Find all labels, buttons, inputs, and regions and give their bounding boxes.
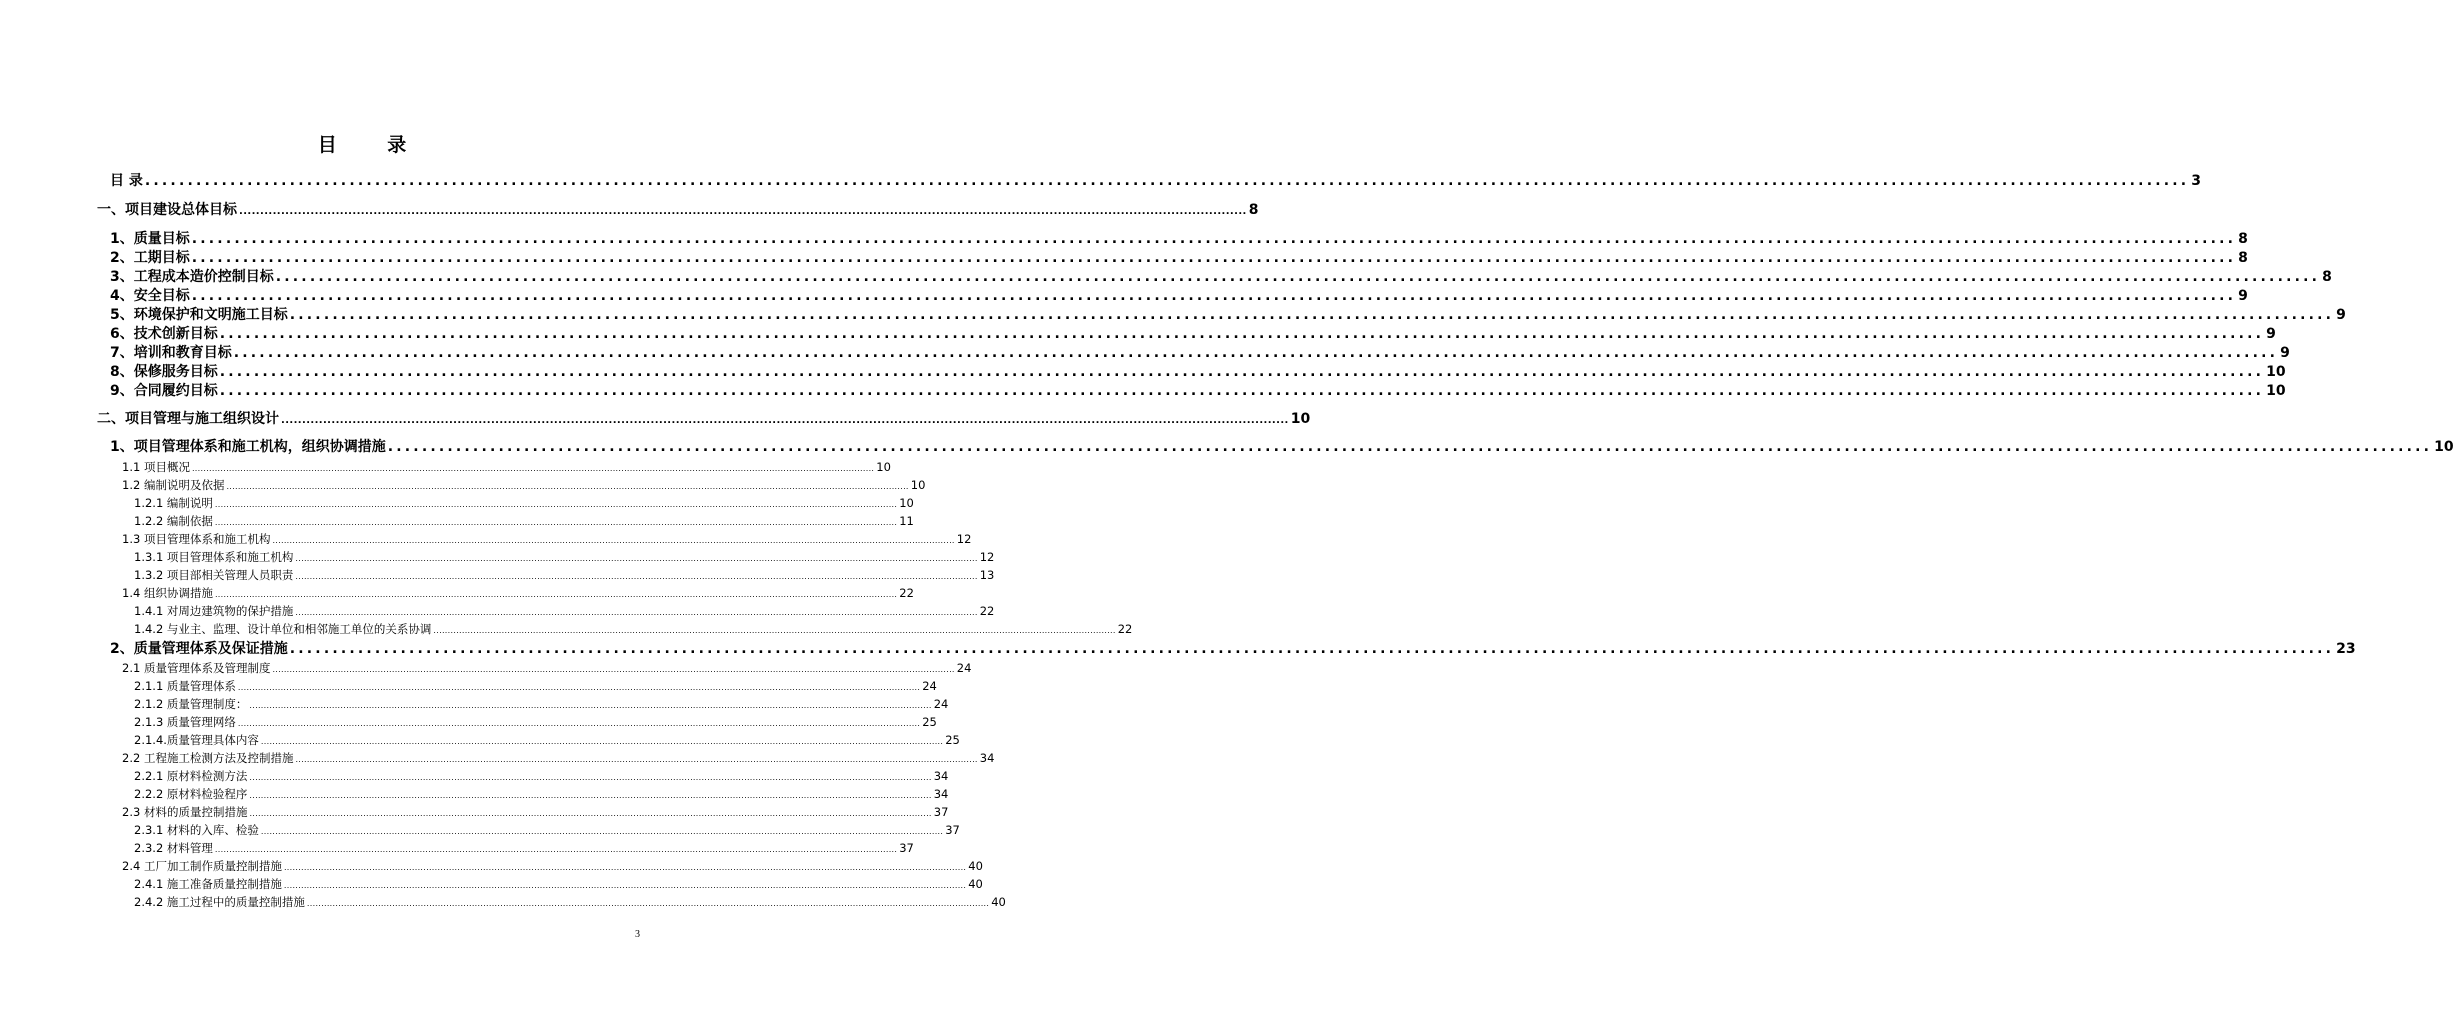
toc-entry-page: 9 [2238,288,2248,304]
toc-entry-page: 37 [899,841,914,855]
toc-entry[interactable] [97,409,1311,429]
toc-entry-page: 22 [899,586,914,600]
toc-entry-label: 1.2 编制说明及依据 [122,478,225,492]
toc-entry-page: 25 [922,715,937,729]
toc-entry[interactable] [122,803,949,821]
toc-leader: ................................................................................................................................................................................................................................................ [295,755,978,764]
toc-entry-label: 1.4 组织协调措施 [122,586,213,600]
toc-entry-label: 1.1 项目概况 [122,460,190,474]
toc-entry[interactable] [110,305,2346,325]
toc-entry-page: 10 [899,496,914,510]
toc-leader: ................................................................................................................................................................................................................................................ [237,683,921,692]
toc-entry-page: 24 [956,661,972,675]
toc-entry[interactable] [134,695,949,713]
toc-leader: ................................................................................................................................................................................................................................................ [295,608,978,617]
toc-entry[interactable] [122,476,926,494]
toc-leader: ................................................................................................................................................................................................................................................ [226,482,909,491]
toc-entry-page: 10 [2266,364,2286,380]
toc-entry-page: 22 [979,604,995,618]
toc-entry-label: 1、质量目标 [110,231,190,247]
toc-entry-page: 11 [899,514,914,528]
page-title: 目 录 [317,134,429,156]
toc-entry[interactable] [134,821,960,839]
toc-leader: ................................................................................................................................................................................................................................................ [283,863,967,872]
toc-entry-label: 2、质量管理体系及保证措施 [110,641,288,657]
toc-entry-label: 2.3 材料的质量控制措施 [122,805,248,819]
toc-entry[interactable] [134,548,995,566]
toc-entry-label: 1.3 项目管理体系和施工机构 [122,532,271,546]
toc-leader: ................................................................................................................................................................................................................................................ [219,364,2265,380]
toc-entry-page: 10 [910,478,926,492]
toc-entry-page: 37 [945,823,960,837]
toc-entry[interactable] [134,677,937,695]
toc-entry-label: 2、工期目标 [110,250,190,266]
toc-entry-page: 24 [922,679,937,693]
toc-leader: ................................................................................................................................................................................................................................................ [219,326,2265,342]
toc-entry[interactable] [134,566,995,584]
toc-entry-page: 8 [2238,231,2248,247]
toc-entry[interactable] [122,530,972,548]
toc-leader: ................................................................................................................................................................................................................................................ [272,665,955,674]
toc-entry-label: 1、项目管理体系和施工机构，组织协调措施 [110,439,386,455]
toc-entry-label: 2.4.2 施工过程中的质量控制措施 [134,895,305,909]
toc-entry-label: 1.4.1 对周边建筑物的保护措施 [134,604,294,618]
toc-leader: ................................................................................................................................................................................................................................................ [219,383,2265,399]
toc-entry[interactable] [134,512,914,530]
toc-entry-page: 8 [1248,202,1259,218]
toc-entry[interactable] [134,893,1006,911]
toc-entry-page: 34 [979,751,995,765]
toc-entry[interactable] [134,839,914,857]
toc-entry-label: 2.2.2 原材料检验程序 [134,787,248,801]
toc-entry-label: 2.1.1 质量管理体系 [134,679,236,693]
toc-entry[interactable] [110,639,2356,659]
toc-leader: ................................................................................................................................................................................................................................................ [237,719,921,728]
toc-entry-label: 2.3.1 材料的入库、检验 [134,823,259,837]
toc-entry[interactable] [134,767,949,785]
toc-entry[interactable] [134,875,983,893]
toc-leader: ................................................................................................................................................................................................................................................ [272,536,955,545]
toc-entry[interactable] [110,324,2276,344]
toc-entry-label: 一、项目建设总体目标 [97,202,237,218]
toc-leader: ................................................................................................................................................................................................................................................ [214,590,898,599]
toc-entry-page: 37 [933,805,949,819]
toc-leader: ................................................................................................................................................................................................................................................ [214,845,898,854]
toc-entry-label: 2.1.3 质量管理网络 [134,715,236,729]
toc-entry-label: 1.2.2 编制依据 [134,514,213,528]
toc-leader: ................................................................................................................................................................................................................................................ [191,231,2237,247]
toc-entry-page: 24 [933,697,949,711]
toc-entry[interactable] [110,343,2290,363]
toc-entry-label: 4、安全目标 [110,288,190,304]
toc-entry-label: 5、环境保护和文明施工目标 [110,307,288,323]
toc-entry-page: 22 [1117,622,1133,636]
toc-entry-label: 1.3.1 项目管理体系和施工机构 [134,550,294,564]
toc-entry-label: 二、项目管理与施工组织设计 [97,411,279,427]
toc-entry[interactable] [110,229,2248,249]
toc-leader: ................................................................................................................................................................................................................................................ [191,464,875,473]
toc-entry[interactable] [134,494,914,512]
toc-leader: ................................................................................................................................................................................................................................................ [249,701,932,710]
toc-entry[interactable] [122,857,983,875]
toc-entry-page: 25 [945,733,960,747]
toc-leader: ................................................................................................................................................................................................................................................ [144,173,2190,189]
toc-entry-label: 2.4 工厂加工制作质量控制措施 [122,859,282,873]
toc-entry-page: 13 [979,568,995,582]
toc-entry-label: 8、保修服务目标 [110,364,218,380]
toc-entry[interactable] [110,362,2286,382]
toc-leader: ................................................................................................................................................................................................................................................ [295,572,978,581]
toc-leader: ................................................................................................................................................................................................................................................ [275,269,2321,285]
toc-entry[interactable] [122,749,995,767]
toc-entry-page: 3 [2191,173,2202,189]
toc-entry-label: 1.2.1 编制说明 [134,496,213,510]
toc-entry[interactable] [110,171,2202,191]
toc-entry-label: 2.1 质量管理体系及管理制度 [122,661,271,675]
toc-entry-page: 9 [2280,345,2290,361]
toc-entry[interactable] [134,731,960,749]
toc-entry-page: 10 [1290,411,1311,427]
toc-entry-page: 34 [933,769,949,783]
toc-entry[interactable] [134,785,949,803]
toc-entry-page: 8 [2238,250,2248,266]
toc-entry[interactable] [110,248,2248,268]
toc-leader: ................................................................................................................................................................................................................................................ [289,307,2335,323]
toc-entry[interactable] [134,620,1133,638]
toc-entry-page: 23 [2336,641,2356,657]
page-number: 3 [635,929,640,940]
toc-entry[interactable] [122,659,972,677]
toc-leader: ................................................................................................................................................................................................................................................ [214,518,898,527]
toc-leader: ................................................................................................................................................................................................................................................ [433,626,1116,635]
toc-entry-label: 2.1.4.质量管理具体内容 [134,733,259,747]
toc-leader: ................................................................................................................................................................................................................................................ [260,827,944,836]
toc-entry-page: 40 [968,859,983,873]
toc-entry-label: 1.4.2 与业主、监理、设计单位和相邻施工单位的关系协调 [134,622,432,636]
toc-entry-label: 7、培训和教育目标 [110,345,232,361]
toc-entry-label: 6、技术创新目标 [110,326,218,342]
toc-entry[interactable] [110,381,2286,401]
toc-entry-label: 2.2 工程施工检测方法及控制措施 [122,751,294,765]
toc-entry-label: 9、合同履约目标 [110,383,218,399]
toc-entry[interactable] [110,267,2332,287]
toc-leader: ................................................................................................................................................................................................................................................ [214,500,898,509]
toc-entry-label: 2.4.1 施工准备质量控制措施 [134,877,282,891]
toc-entry-page: 8 [2322,269,2332,285]
toc-leader: ................................................................................................................................................................................................................................................ [191,288,2237,304]
toc-leader: ................................................................................................................................................................................................................................................ [249,809,932,818]
toc-leader: ................................................................................................................................................................................................................................................ [191,250,2237,266]
toc-entry[interactable] [134,713,937,731]
toc-entry[interactable] [110,437,2454,457]
toc-entry-label: 目 录 [110,173,143,189]
toc-entry[interactable] [110,286,2248,306]
toc-leader: ................................................................................................................................................................................................................................................ [306,899,990,908]
toc-entry[interactable] [97,200,1259,220]
toc-entry-page: 34 [933,787,949,801]
toc-leader: ................................................................................................................................................................................................................................................ [387,439,2433,455]
toc-entry-page: 10 [2434,439,2454,455]
toc-entry-label: 3、工程成本造价控制目标 [110,269,274,285]
toc-leader: ................................................................................................................................................................................................................................................ [239,206,1247,217]
toc-leader: ................................................................................................................................................................................................................................................ [289,641,2335,657]
toc-entry-page: 12 [956,532,972,546]
toc-entry[interactable] [122,584,914,602]
toc-entry-page: 10 [876,460,891,474]
toc-leader: ................................................................................................................................................................................................................................................ [281,415,1289,426]
toc-leader: ................................................................................................................................................................................................................................................ [295,554,978,563]
toc-entry-page: 10 [2266,383,2286,399]
toc-entry[interactable] [122,458,891,476]
toc-entry-page: 12 [979,550,995,564]
toc-entry-label: 1.3.2 项目部相关管理人员职责 [134,568,294,582]
toc-entry-label: 2.3.2 材料管理 [134,841,213,855]
toc-leader: ................................................................................................................................................................................................................................................ [233,345,2279,361]
toc-entry-label: 2.2.1 原材料检测方法 [134,769,248,783]
toc-entry-page: 9 [2336,307,2346,323]
toc-entry-page: 40 [991,895,1006,909]
toc-entry-page: 40 [968,877,983,891]
toc-leader: ................................................................................................................................................................................................................................................ [249,791,932,800]
toc-entry-page: 9 [2266,326,2276,342]
toc-leader: ................................................................................................................................................................................................................................................ [249,773,932,782]
toc-leader: ................................................................................................................................................................................................................................................ [260,737,944,746]
toc-leader: ................................................................................................................................................................................................................................................ [283,881,967,890]
toc-entry-label: 2.1.2 质量管理制度： [134,697,248,711]
toc-entry[interactable] [134,602,995,620]
